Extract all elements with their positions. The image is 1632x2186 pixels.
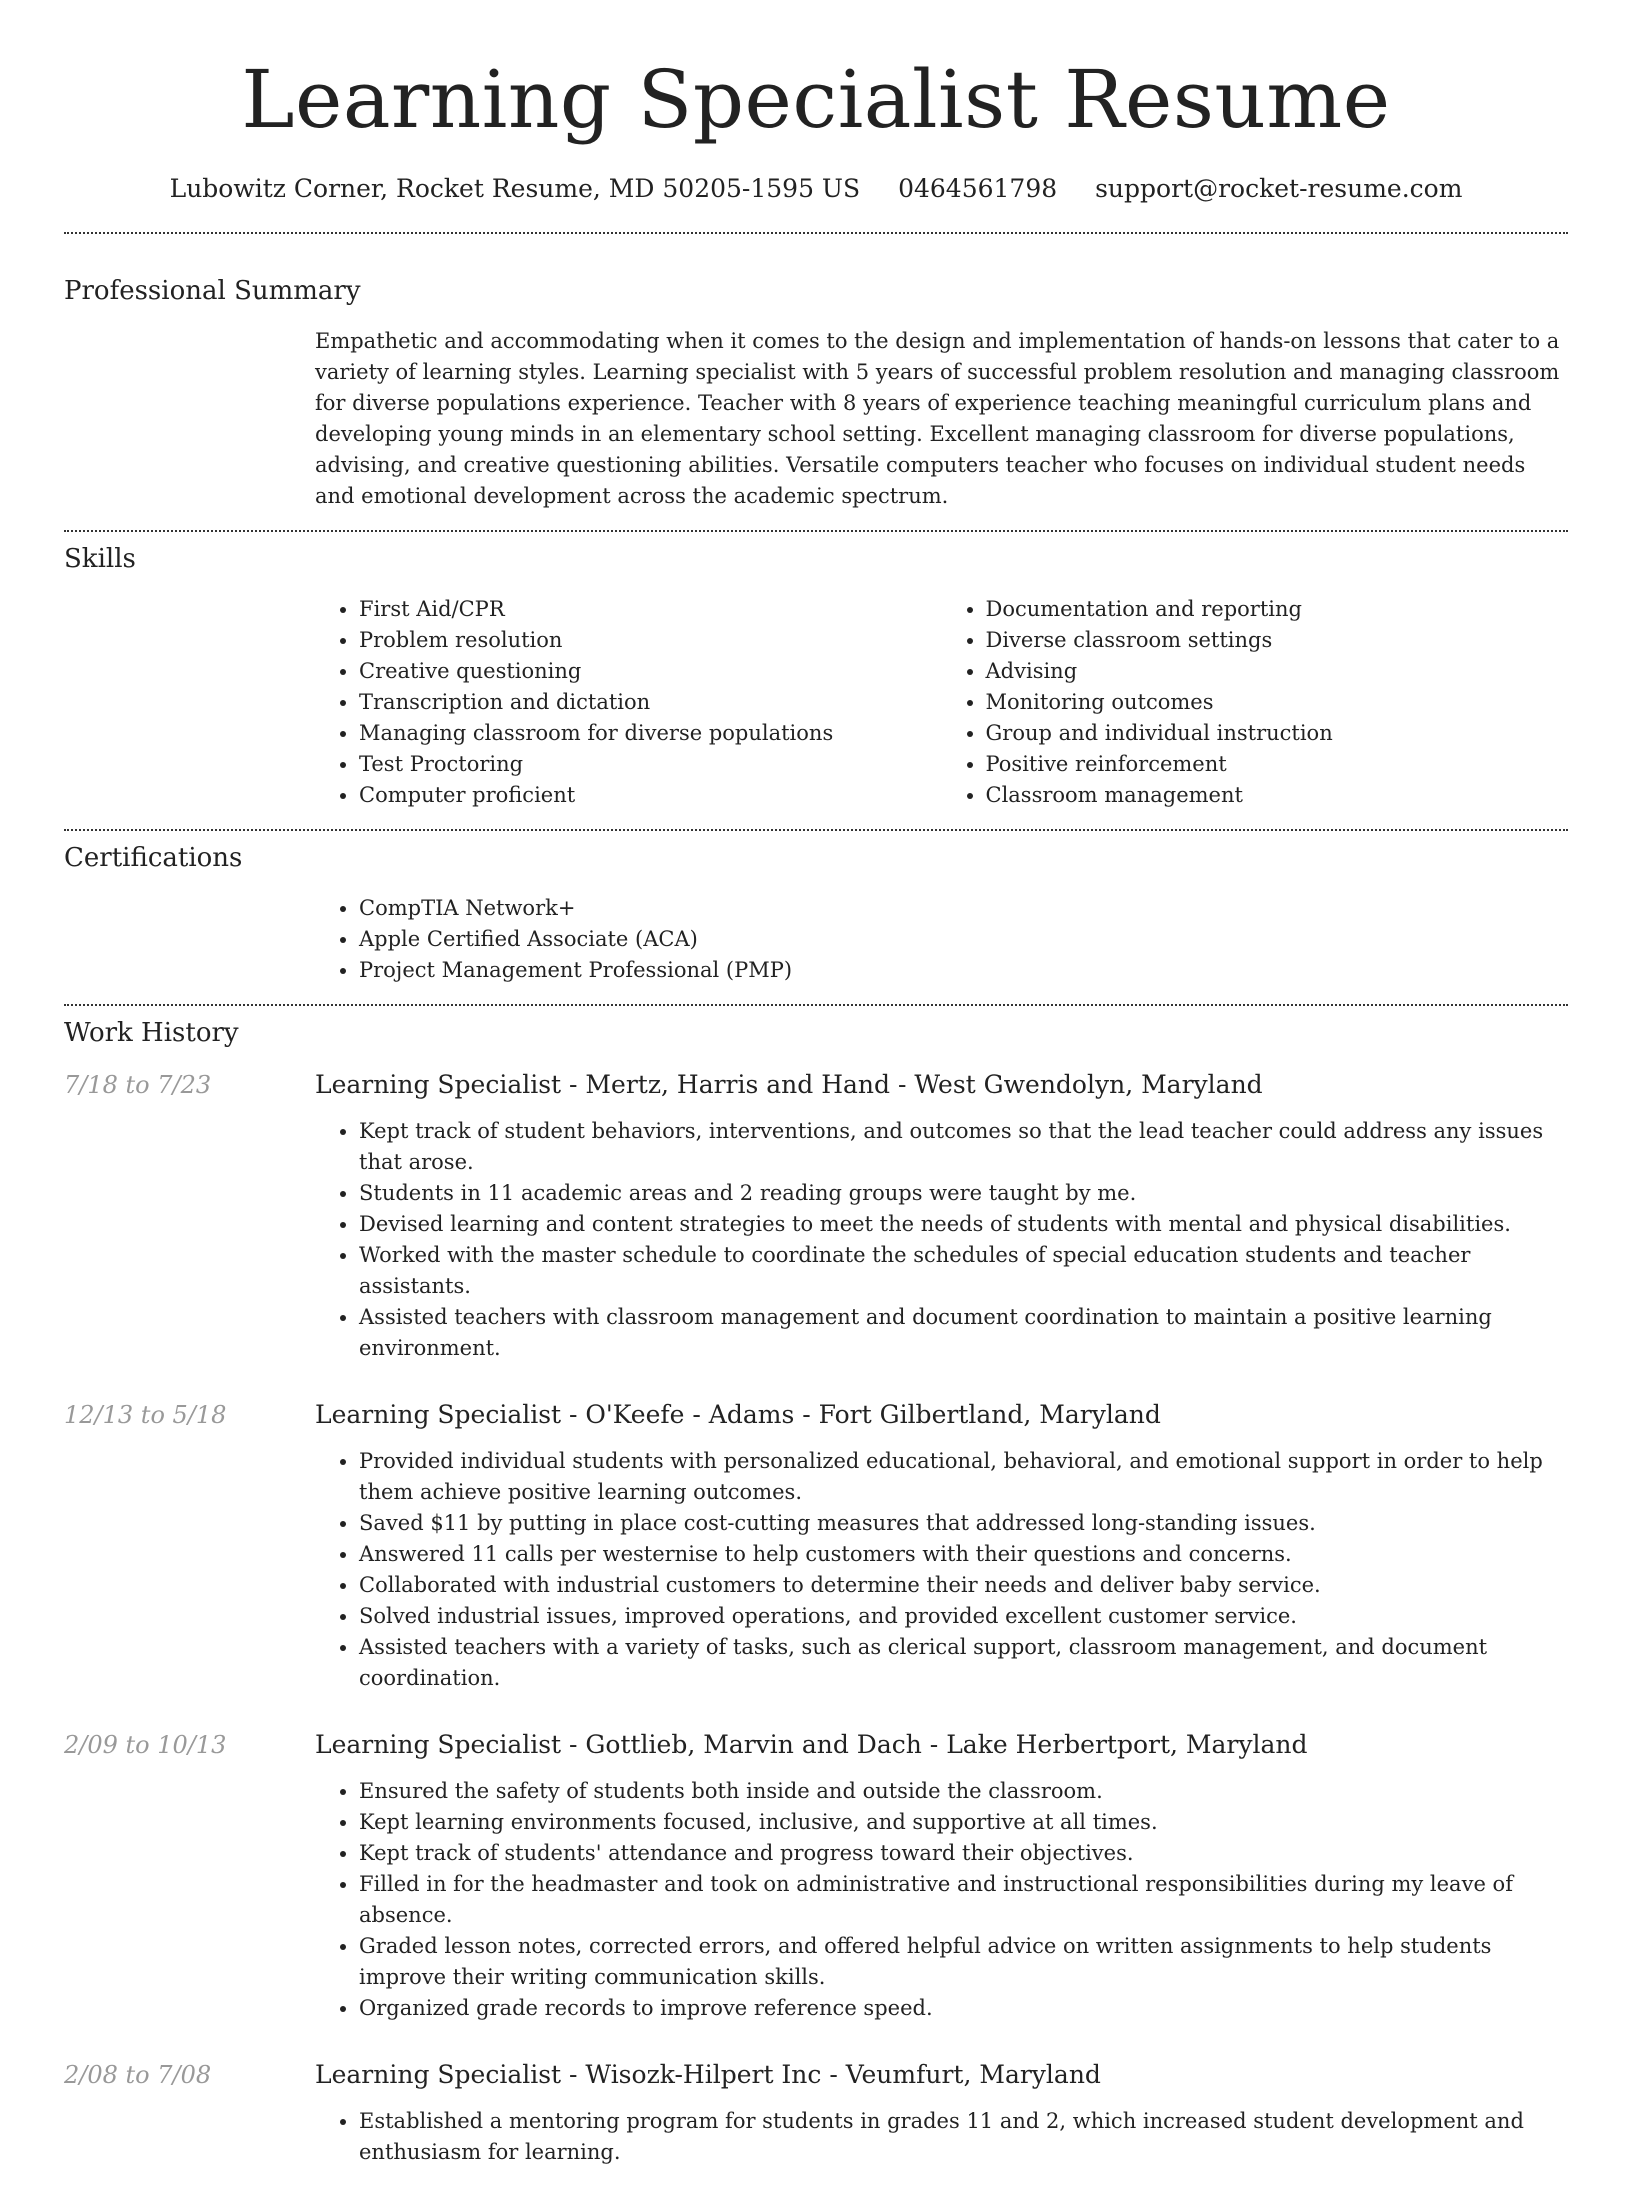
contact-line [64,172,1568,206]
certifications-section [64,831,1568,1004]
skill-item: • Problem resolution [359,625,942,656]
job-bullet: • Filled in for the headmaster and took on administrative and instructional responsibilities during my leave of absence. [359,1869,1568,1931]
job-bullets [315,1446,1568,1694]
job-bullet: • Ensured the safety of students both inside and outside the classroom. [359,1776,1568,1807]
skill-item: • First Aid/CPR [359,594,942,625]
resume-header [64,0,1568,206]
job-bullet: • Kept track of students' attendance and progress toward their objectives. [359,1838,1568,1869]
skill-item: • Computer proficient [359,780,942,811]
job-title: Learning Specialist - Wisozk-Hilpert Inc - Veumfurt, Maryland [315,2060,1101,2089]
summary-body [315,326,1568,512]
skill-item: • Diverse classroom settings [986,625,1569,656]
job-details [315,1068,1568,1364]
skill-item: • Monitoring outcomes [986,687,1569,718]
job-details [315,1728,1568,2024]
job-dates: 12/13 to 5/18 [64,1401,227,1429]
work-history-heading: Work History [64,1018,239,1048]
summary-heading: Professional Summary [64,276,361,306]
certifications-body [315,893,1568,986]
job-bullet: • Devised learning and content strategies to meet the needs of students with mental and physical disabilities. [359,1209,1568,1240]
job-bullets [315,2106,1568,2168]
job-entry [64,1398,1568,1694]
job-bullet: • Kept track of student behaviors, interventions, and outcomes so that the lead teacher could address any issues that arose. [359,1116,1568,1178]
job-entry [64,1068,1568,1364]
job-dates: 7/18 to 7/23 [64,1071,212,1099]
contact-address: Lubowitz Corner, Rocket Resume, MD 50205-1595 US [169,174,861,203]
certification-item: • Apple Certified Associate (ACA) [359,924,1568,955]
certification-item: • CompTIA Network+ [359,893,1568,924]
skills-list-left [315,594,942,811]
job-details [315,1398,1568,1694]
certifications-list [315,893,1568,986]
work-history-section [64,1006,1568,2186]
job-details [315,2058,1568,2168]
skills-column-left [315,594,942,811]
job-bullet: • Answered 11 calls per westernise to help customers with their questions and concerns. [359,1539,1568,1570]
skill-item: • Transcription and dictation [359,687,942,718]
job-bullet: • Graded lesson notes, corrected errors, and offered helpful advice on written assignments to help students improve their writing communication skills. [359,1931,1568,1993]
skill-item: • Positive reinforcement [986,749,1569,780]
job-entry [64,1728,1568,2024]
job-dates: 2/09 to 10/13 [64,1731,227,1759]
skills-heading: Skills [64,544,136,574]
summary-text: Empathetic and accommodating when it comes to the design and implementation of hands-on lessons that cater to a variety of learning styles. Learning specialist with 5 years of successful problem resolution and managing classroom for diverse populations experience. Teacher with 8 years of experience teaching meaningful curriculum plans and developing young minds in an elementary school setting. Excellent managing classroom for diverse populations, advising, and creative questioning abilities. Versatile computers teacher who focuses on individual student needs and emotional development across the academic spectrum. [315,329,1560,508]
job-bullet: • Provided individual students with personalized educational, behavioral, and emotional support in order to help them achieve positive learning outcomes. [359,1446,1568,1508]
job-bullet: • Students in 11 academic areas and 2 reading groups were taught by me. [359,1178,1568,1209]
job-entry [64,2058,1568,2168]
job-bullet: • Worked with the master schedule to coordinate the schedules of special education students and teacher assistants. [359,1240,1568,1302]
job-bullets [315,1116,1568,1364]
job-bullet: • Saved $11 by putting in place cost-cutting measures that addressed long-standing issues. [359,1508,1568,1539]
skill-item: • Documentation and reporting [986,594,1569,625]
job-title: Learning Specialist - Gottlieb, Marvin and Dach - Lake Herbertport, Maryland [315,1730,1308,1759]
job-title: Learning Specialist - O'Keefe - Adams - Fort Gilbertland, Maryland [315,1400,1161,1429]
certification-item: • Project Management Professional (PMP) [359,955,1568,986]
job-bullet: • Solved industrial issues, improved operations, and provided excellent customer service. [359,1601,1568,1632]
skill-item: • Test Proctoring [359,749,942,780]
resume-title: Learning Specialist Resume [241,53,1391,146]
job-bullet: • Assisted teachers with classroom management and document coordination to maintain a positive learning environment. [359,1302,1568,1364]
job-bullet: • Established a mentoring program for students in grades 11 and 2, which increased student development and enthusiasm for learning. [359,2106,1568,2168]
summary-section [64,234,1568,530]
job-dates: 2/08 to 7/08 [64,2061,212,2089]
job-bullet: • Collaborated with industrial customers to determine their needs and deliver baby service. [359,1570,1568,1601]
skills-grid [315,594,1568,811]
skill-item: • Group and individual instruction [986,718,1569,749]
contact-email[interactable]: support@rocket-resume.com [1095,174,1463,203]
skill-item: • Classroom management [986,780,1569,811]
job-bullet: • Organized grade records to improve reference speed. [359,1993,1568,2024]
job-bullet: • Assisted teachers with a variety of tasks, such as clerical support, classroom management, and document coordination. [359,1632,1568,1694]
job-bullet: • Kept learning environments focused, inclusive, and supportive at all times. [359,1807,1568,1838]
job-title: Learning Specialist - Mertz, Harris and Hand - West Gwendolyn, Maryland [315,1070,1263,1099]
skills-column-right [942,594,1569,811]
contact-phone: 0464561798 [898,174,1058,203]
certifications-heading: Certifications [64,843,243,873]
skill-item: • Advising [986,656,1569,687]
skills-list-right [942,594,1569,811]
skill-item: • Creative questioning [359,656,942,687]
skills-section [64,532,1568,829]
skill-item: • Managing classroom for diverse populations [359,718,942,749]
job-bullets [315,1776,1568,2024]
